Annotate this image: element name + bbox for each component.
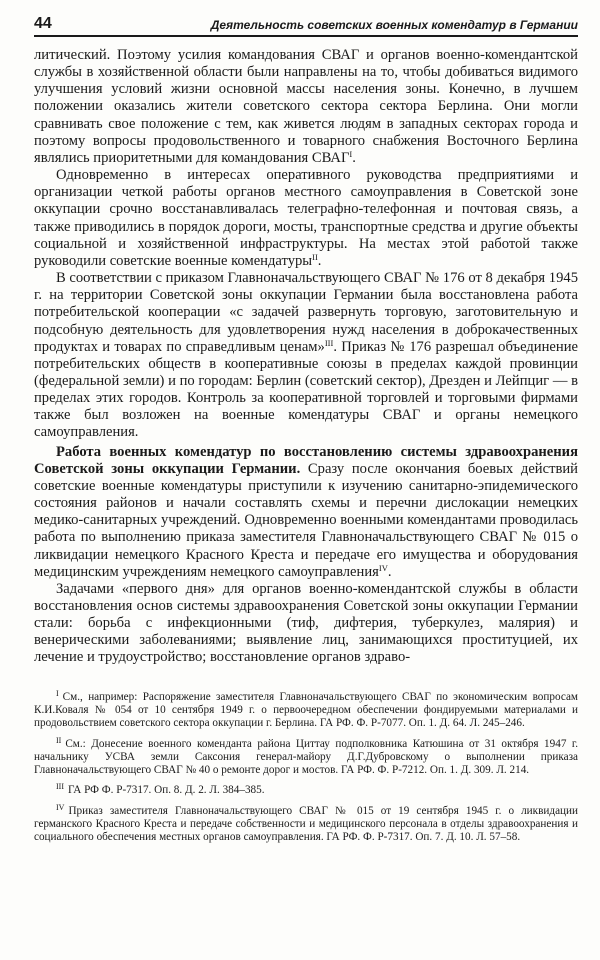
footnotes [34, 688, 578, 845]
page-header [34, 13, 578, 37]
footnote-ref-1: I [349, 148, 353, 159]
footnote: $^{III}$ ГА РФ Ф. Р-7317. Оп. 8. Д. 2. Л. 384–385. [56, 782, 265, 797]
footnote: $^{II}$ См.: Донесение военного коменданта района Циттау подполковника Катюшина от 31 октября 1947 г. начальнику УСВА земли Саксония генерал-майору Д.Г.Дубровскому о выполнении приказа Главноначальствующего СВАГ № 40 о ремонте дорог и мостов. ГА РФ. Ф. Р-7212. Оп. 1. Д. 309. Л. 214. [34, 735, 578, 777]
paragraph-3: В соответствии с приказом Главноначальствующего СВАГ № 176 от 8 декабря 1945 г. на территории Советской зоны оккупации Германии была восстановлена работа потребительской кооперации «с задачей развернуть торговую, заготовительную и подсобную деятельность для удовлетворения нужд населения в доброкачественных продуктах и товарах по справедливым ценам»$^{III}$. Приказ № 176 разрешал объединение потребительских обществ в кооперативные союзы в пределах каждой провинции (федеральной земли) и по городам: Берлин (советский сектор), Дрезден и Лейпциг — в пределах этих городов. Контроль за кооперативной торговлей и торговыми фирмами также был возложен на военные комендатуры СВАГ и органы немецкого самоуправления. [34, 270, 578, 441]
paragraph-1: литический. Поэтому усилия командования СВАГ и органов военно-комендантской службы в хозяйственной области были направлены на то, чтобы добиваться видимого улучшения условий жизни основной массы населения зоны. Конечно, в лучшем положении оказались жители советского сектора сектора Берлина. Они могли сравнивать свое положение с тем, как живется людям в западных секторах города и поэтому вопросы продовольственного и товарного снабжения Восточного Берлина являлись приоритетными для командования $СВАГ^I$. [34, 47, 578, 166]
footnote-mark: I [56, 688, 59, 698]
footnote: $^I$ См., например: Распоряжение заместителя Главноначальствующего СВАГ по экономическим вопросам К.И.Коваля № 054 от 10 сентября 1949 г. о первоочередном обеспечении фондируемыми материалами и продовольствием советского сектора оккупации г. Берлина. ГА РФ. Ф. Р-7077. Оп. 1. Д. 64. Л. 245–246. [34, 688, 578, 730]
paragraph-2: Одновременно в интересах оперативного руководства предприятиями и организации четкой работы органов местного самоуправления в Советской зоне оккупации срочно восстанавливалась телеграфно-телефонная и почтовая связь, а также приводились в порядок дороги, мосты, транспортные средства и другие объекты социальной и хозяйственной инфраструктуры. На местах этой работой также руководили советские военные комендатуры$^{II}$. [34, 167, 578, 269]
page-number: 44 [34, 15, 52, 32]
footnote-ref-2: II [312, 251, 318, 262]
footnote-ref-4: IV [378, 562, 388, 573]
running-title: Деятельность советских военных комендатур в Германии [210, 18, 578, 32]
footnote-mark: IV [56, 802, 65, 812]
book-page [34, 13, 578, 852]
section-heading: Работа военных комендатур по восстановлению системы здравоохранения Советской зоны оккупации Германии. [34, 443, 578, 477]
footnote-mark: II [56, 735, 62, 745]
footnote: $^{IV}$ Приказ заместителя Главноначальствующего СВАГ № 015 от 19 сентября 1945 г. о ликвидации германского Красного Креста и передаче собственности и медицинского персонала в отделы здравоохранения и социального обеспечения местных органов самоуправления. ГА РФ. Ф. Р-7317. Оп. 7. Д. 10. Л. 57–58. [34, 802, 578, 844]
paragraph-5: Задачами «первого дня» для органов военно-комендантской службы в области восстановления основ системы здравоохранения Советской зоны оккупации Германии стали: борьба с инфекционными (тиф, дифтерия, туберкулез, малярия) и венерическими заболеваниями; выявление лиц, занимающихся проституцией, их лечение и трудоустройство; восстановление органов здраво- [34, 580, 578, 666]
body-text [34, 47, 578, 667]
paragraph-4: Работа военных комендатур по восстановлению системы здравоохранения Советской зоны оккупации Германии. Сразу после окончания боевых действий советские военные комендатуры приступили к изучению санитарно-эпидемического состояния районов и начали составлять схемы и перечни дислокации немецких медико-санитарных учреждений. Одновременно военными комендантами проводилась работа по выполнению приказа заместителя Главноначальствующего СВАГ № 015 о ликвидации немецкого Красного Креста и передаче его имущества и оборудования медицинским учреждениям немецкого самоуправления$^{IV}$. [34, 443, 578, 580]
footnote-mark: III [56, 782, 64, 792]
footnote-ref-3: III [324, 337, 334, 348]
